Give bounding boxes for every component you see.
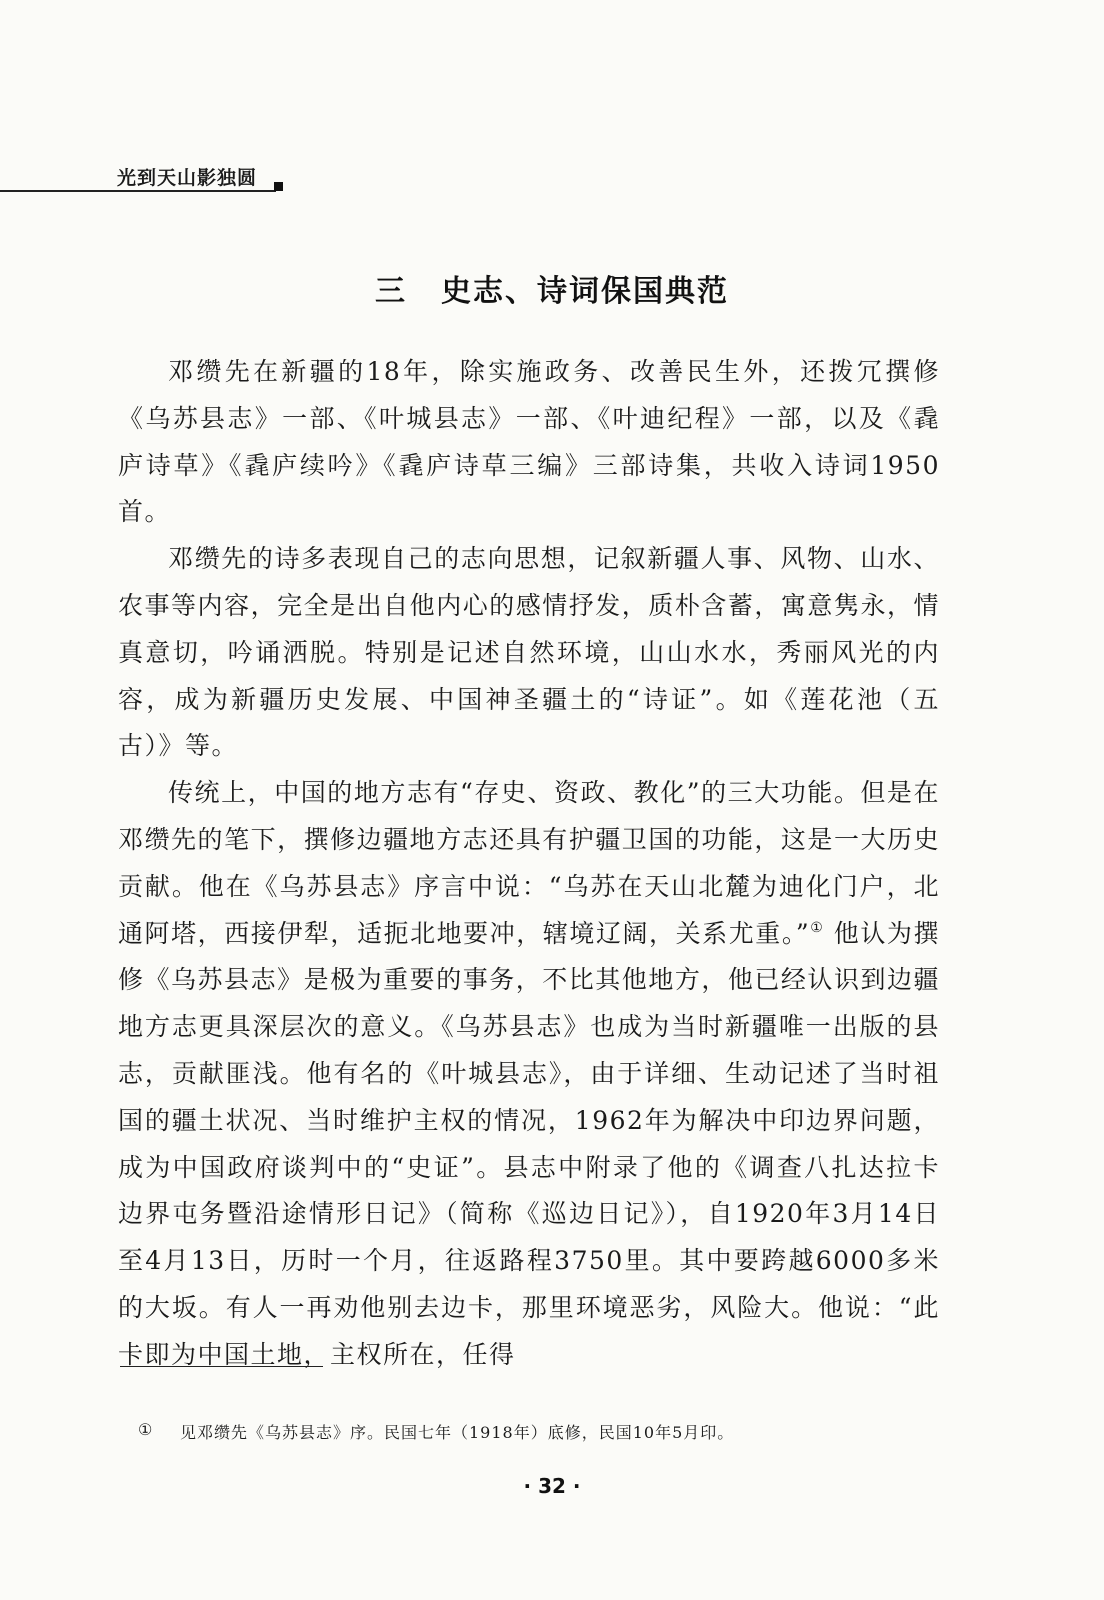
paragraph-1: 邓缵先在新疆的18年，除实施政务、改善民生外，还拨冗撰修《乌苏县志》一部、《叶城县志》一部、《叶迪纪程》一部，以及《毳庐诗草》《毳庐续吟》《毳庐诗草三编》三部诗集，共收入诗词1950首。: [118, 357, 940, 527]
paragraph-2: 邓缵先的诗多表现自己的志向思想，记叙新疆人事、风物、山水、农事等内容，完全是出自他内心的感情抒发，质朴含蓄，寓意隽永，情真意切，吟诵洒脱。特别是记述自然环境，山山水水，秀丽风光的内容，成为新疆历史发展、中国神圣疆土的“诗证”。如《莲花池（五古）》等。: [118, 544, 940, 761]
footnote-mark: ①: [138, 1420, 154, 1439]
paragraph-3-part-1: 传统上，中国的地方志有“存史、资政、教化”的三大功能。但是在邓缵先的笔下，撰修边疆地方志还具有护疆卫国的功能，这是一大历史贡献。他在《乌苏县志》序言中说：“乌苏在天山北麓为迪化门户，北通阿塔，西接伊犁，适扼北地要冲，辖境辽阔，关系尤重。”: [118, 778, 940, 948]
header-square-mark: [274, 182, 283, 191]
paragraph-3: [118, 770, 940, 1378]
chapter-number: 三: [375, 274, 407, 309]
footnote-rule: [120, 1366, 323, 1367]
page-number: · 32 ·: [523, 1474, 581, 1498]
footnote-text: 见邓缵先《乌苏县志》序。民国七年（1918年）底修，民国10年5月印。: [180, 1423, 735, 1442]
footnote: [138, 1420, 960, 1443]
footnote-reference: ①: [810, 919, 825, 936]
body-text: [118, 349, 940, 1379]
paragraph-3-part-2: 他认为撰修《乌苏县志》是极为重要的事务，不比其他地方，他已经认识到边疆地方志更具深层次的意义。《乌苏县志》也成为当时新疆唯一出版的县志，贡献匪浅。他有名的《叶城县志》，由于详细、生动记述了当时祖国的疆土状况、当时维护主权的情况，1962年为解决中印边界问题，成为中国政府谈判中的“史证”。县志中附录了他的《调查八扎达拉卡边界屯务暨沿途情形日记》（简称《巡边日记》），自1920年3月14日至4月13日，历时一个月，往返路程3750里。其中要跨越6000多米的大坂。有人一再劝他别去边卡，那里环境恶劣，风险大。他说：“此卡即为中国土地，主权所在，任得: [118, 918, 940, 1369]
header-rule: [0, 190, 276, 192]
chapter-title: 史志、诗词保国典范: [441, 274, 729, 309]
running-header-title: 光到天山影独圆: [117, 167, 258, 189]
chapter-heading: [0, 266, 1104, 310]
